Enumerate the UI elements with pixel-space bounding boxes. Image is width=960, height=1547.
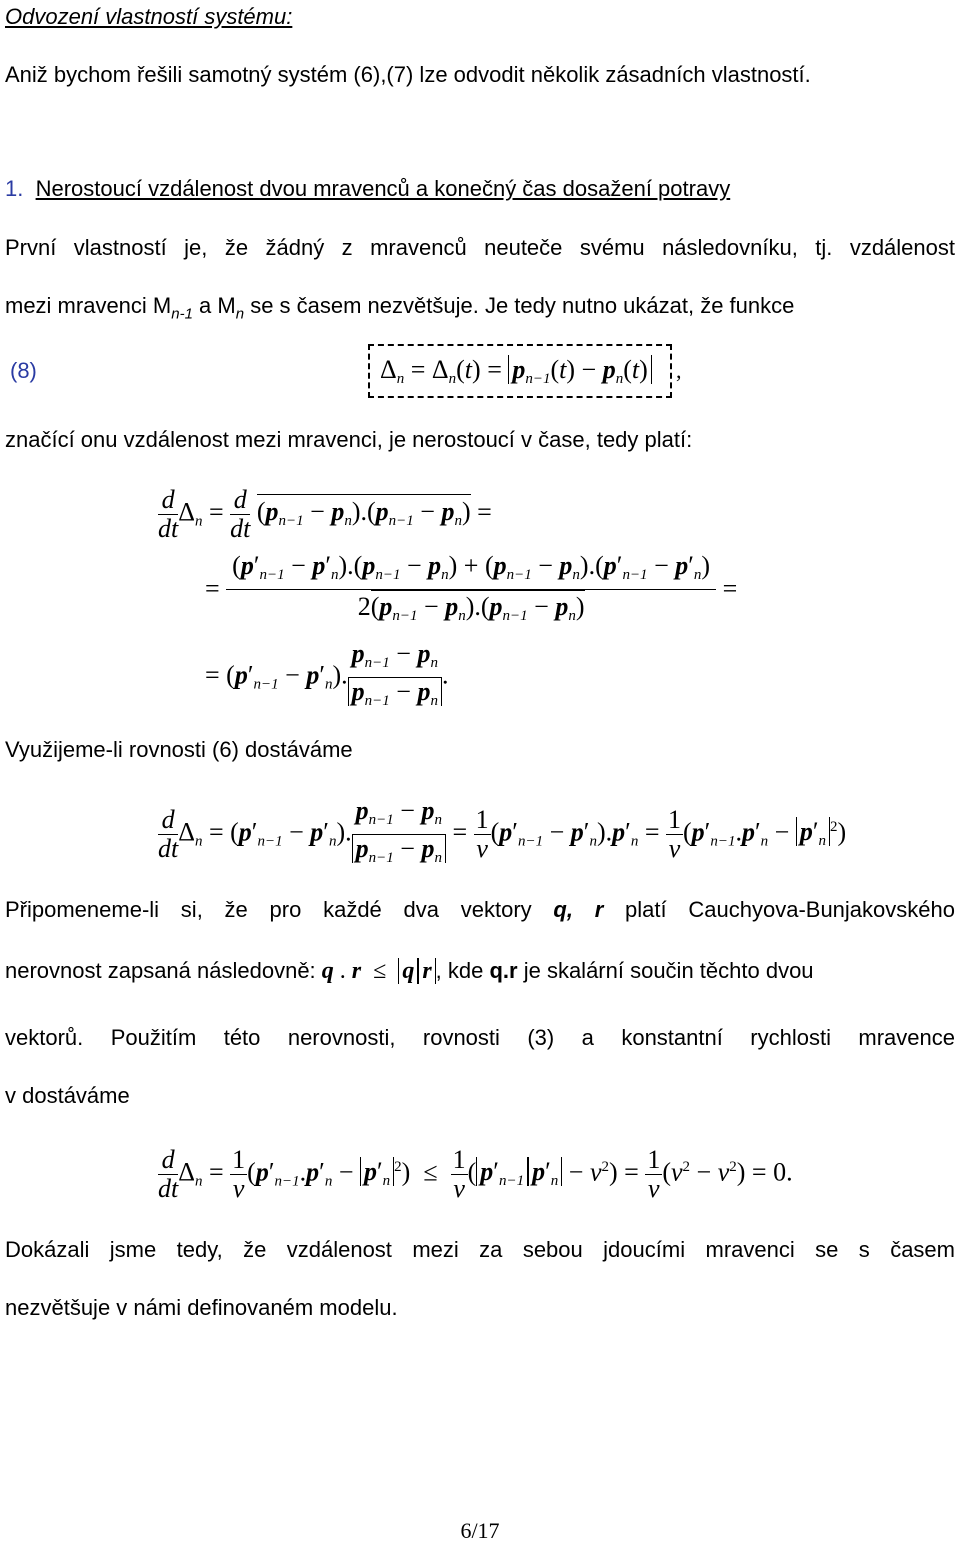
- text-fragment: nerovnost zapsaná následovně:: [5, 958, 316, 983]
- page-number: 6/17: [460, 1518, 500, 1543]
- text-fragment: , kde: [435, 958, 490, 983]
- final-inequality: $\frac{d}{dt}$ $\Delta_n$ = $\frac{1}{v}$ $(p'_{n-1}.p'_n - p'_n^2)$ ≤ $\frac{1}{v}$ ( $p'_{n-1}$ $p'_n - v^2$) = $\frac{1}{v}$ $(v^2 - v^2) = 0$.: [158, 1145, 793, 1203]
- paragraph-4-line-1: [5, 895, 955, 925]
- equation-using-6: $\frac{d}{dt}$ $\Delta_n = (p'_{n-1} - p'_n)$. $\frac{p_{n-1} - p_n}{p_{n-1} - p_n}$ = $\frac{1}{v}$ $(p'_{n-1} - p'_n).p'_n$ = $\frac{1}{v}$ $(p'_{n-1}.p'_n - p'_n^2)$: [158, 796, 847, 866]
- text-fragment: je skalární součin těchto dvou: [517, 958, 814, 983]
- paragraph-1-line-1: První vlastností je, že žádný z mravenců neuteče svému následovníku, tj. vzdálenost: [5, 235, 955, 260]
- text-fragment: Připomeneme-li si, že pro každé dva vektory: [5, 897, 554, 922]
- equation-comma: ,: [676, 358, 682, 383]
- derivative-equation-line-2: = $\frac{(p'_{n-1} - p'_n).(p_{n-1} - p_n) + (p_{n-1} - p_n).(p'_{n-1} - p'_n)}{2(p_{n-1} - p_n).(p_{n-1} - p_n)}$ =: [205, 552, 737, 630]
- paragraph-3: Využijeme-li rovnosti (6) dostáváme: [5, 737, 353, 762]
- derivative-equation-line-3: = $(p'_{n-1} - p'_n)$. $\frac{p_{n-1} - p_n}{p_{n-1} - p_n}$ .: [205, 639, 449, 709]
- cauchy-inequality: q . r ≤ q r: [322, 958, 436, 984]
- subsection-heading: [5, 174, 955, 204]
- equation-8: $\Delta_n = \Delta_n(t) = p_{n-1}(t) - p_n(t)$: [380, 355, 652, 394]
- text-fragment: a M: [192, 293, 236, 318]
- section-title: Odvození vlastností systému:: [5, 4, 293, 29]
- text-fragment: mezi mravenci M: [5, 293, 172, 318]
- derivative-equation-line-1: $\frac{d}{dt}$ $\Delta_n$ = $\frac{d}{dt}$ $(p_{n-1} - p_n).(p_{n-1} - p_n)$ =: [158, 485, 492, 543]
- subsection-number: 1.: [5, 176, 24, 201]
- paragraph-5-line-1: Dokázali jsme tedy, že vzdálenost mezi za sebou jdoucími mravenci se s časem: [5, 1237, 955, 1262]
- paragraph-1-line-2: [5, 291, 955, 329]
- paragraph-2: značící onu vzdálenost mezi mravenci, je nerostoucí v čase, tedy platí:: [5, 427, 693, 452]
- text-fragment: se s časem nezvětšuje. Je tedy nutno ukázat, že funkce: [244, 293, 795, 318]
- paragraph-5-line-2: nezvětšuje v námi definovaném modelu.: [5, 1295, 398, 1320]
- intro-paragraph: Aniž bychom řešili samotný systém (6),(7) lze odvodit několik zásadních vlastností.: [5, 62, 811, 87]
- text-fragment: q.r: [489, 958, 518, 983]
- subscript: n-1: [171, 305, 193, 323]
- paragraph-4-line-3: vektorů. Použitím této nerovnosti, rovnosti (3) a konstantní rychlosti mravence: [5, 1025, 955, 1050]
- paragraph-4-line-2: [5, 956, 955, 986]
- text-fragment: platí Cauchyova-Bunjakovského: [603, 897, 955, 922]
- subscript: n: [235, 305, 245, 323]
- paragraph-4-line-4: v dostáváme: [5, 1083, 130, 1108]
- subsection-title: Nerostoucí vzdálenost dvou mravenců a konečný čas dosažení potravy: [35, 176, 731, 201]
- text-fragment: q, r: [553, 897, 604, 922]
- equation-label: (8): [10, 358, 37, 383]
